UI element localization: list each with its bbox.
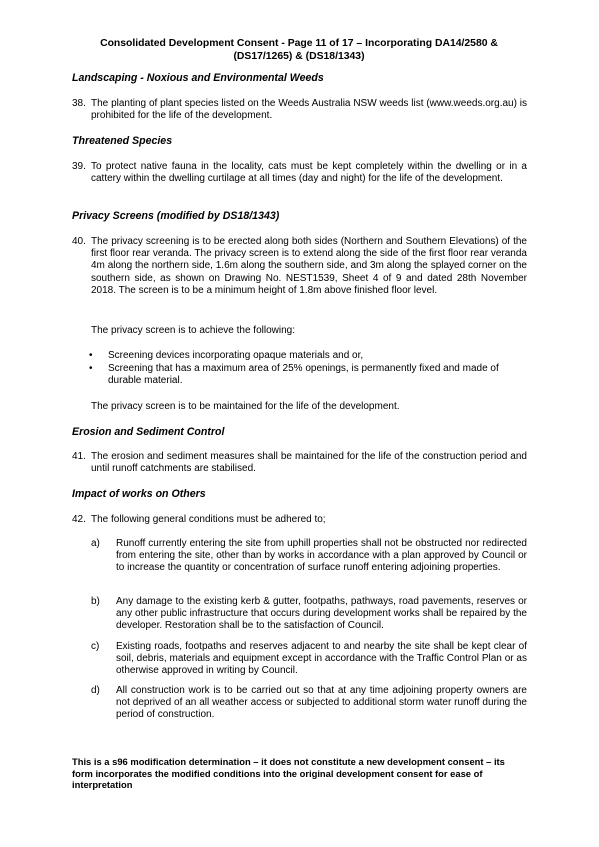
bullet-text: Screening that has a maximum area of 25% openings, is permanently fixed and made of durable material. bbox=[108, 363, 499, 387]
condition-38 bbox=[72, 98, 527, 122]
sub-text: Any damage to the existing kerb & gutter, footpaths, pathways, road pavements, reserves or any other public infrastructure that occurs during development works shall be repaired by the developer. Restoration shall be to the satisfaction of Council. bbox=[116, 596, 527, 632]
sub-text: Existing roads, footpaths and reserves adjacent to and nearby the site shall be kept clear of soil, debris, materials and equipment except in accordance with the Traffic Control Plan or as otherwise approved in writing by Council. bbox=[116, 641, 527, 677]
bullet-item bbox=[89, 350, 527, 362]
privacy-intro: The privacy screen is to achieve the following: bbox=[91, 325, 295, 336]
section-heading-threatened-species: Threatened Species bbox=[72, 135, 173, 147]
section-heading-privacy-screens: Privacy Screens (modified by DS18/1343) bbox=[72, 210, 280, 222]
condition-number: 41. bbox=[72, 451, 86, 462]
condition-41 bbox=[72, 451, 527, 475]
sub-condition-a bbox=[91, 538, 527, 575]
bullet-icon: • bbox=[89, 350, 93, 361]
condition-text: The following general conditions must be adhered to; bbox=[91, 514, 326, 525]
header-line-1: Consolidated Development Consent - Page 11 of 17 – Incorporating DA14/2580 & bbox=[100, 38, 498, 49]
sub-label: b) bbox=[91, 596, 100, 607]
header-line-2: (DS17/1265) & (DS18/1343) bbox=[233, 50, 365, 62]
sub-label: d) bbox=[91, 685, 100, 696]
page-header bbox=[60, 38, 538, 63]
footer-disclaimer: This is a s96 modification determination – it does not constitute a new development consent – its form incorporates the modified conditions into the original development consent for ease of interpretation bbox=[72, 756, 505, 791]
sub-condition-c bbox=[91, 641, 527, 678]
condition-number: 42. bbox=[72, 514, 86, 525]
privacy-closing: The privacy screen is to be maintained for the life of the development. bbox=[91, 401, 400, 412]
sub-text: All construction work is to be carried out so that at any time adjoining property owners are not deprived of an all weather access or subjected to additional storm water runoff during the period of construction. bbox=[116, 685, 527, 721]
section-heading-weeds: Landscaping - Noxious and Environmental Weeds bbox=[72, 72, 324, 84]
condition-text: The planting of plant species listed on the Weeds Australia NSW weeds list (www.weeds.org.au) is prohibited for the life of the development. bbox=[91, 98, 527, 122]
sub-text: Runoff currently entering the site from uphill properties shall not be obstructed nor redirected from entering the site, other than by works in accordance with a plan approved by Council or to increase the quantity or concentration of surface runoff entering adjoining properties. bbox=[116, 538, 527, 574]
condition-text: The privacy screening is to be erected along both sides (Northern and Southern Elevations) of the first floor rear veranda. The privacy screen is to extend along the side of the first floor rear veranda 4m along the northern side, 1.6m along the southern side, and 3m along the splayed corner on the southern side, as shown on Drawing No. NEST1539, Sheet 4 of 9 and dated 28th November 2018. The screen is to be a minimum height of 1.8m above finished floor level. bbox=[91, 236, 527, 296]
condition-text: The erosion and sediment measures shall be maintained for the life of the construction period and until runoff catchments are stabilised. bbox=[91, 451, 527, 475]
sub-label: a) bbox=[91, 538, 100, 549]
condition-39 bbox=[72, 161, 527, 185]
condition-40 bbox=[72, 236, 527, 297]
sub-condition-d bbox=[91, 685, 527, 722]
section-heading-erosion: Erosion and Sediment Control bbox=[72, 426, 225, 438]
section-heading-impact: Impact of works on Others bbox=[72, 488, 206, 500]
bullet-item bbox=[89, 363, 527, 387]
condition-text: To protect native fauna in the locality, cats must be kept completely within the dwelling or in a cattery within the dwelling curtilage at all times (day and night) for the life of the development. bbox=[91, 161, 527, 185]
condition-number: 38. bbox=[72, 98, 86, 109]
condition-42 bbox=[72, 514, 527, 526]
sub-condition-b bbox=[91, 596, 527, 633]
bullet-text: Screening devices incorporating opaque materials and or, bbox=[108, 350, 364, 361]
sub-label: c) bbox=[91, 641, 100, 652]
condition-number: 40. bbox=[72, 236, 86, 247]
condition-number: 39. bbox=[72, 161, 86, 172]
bullet-icon: • bbox=[89, 363, 93, 374]
